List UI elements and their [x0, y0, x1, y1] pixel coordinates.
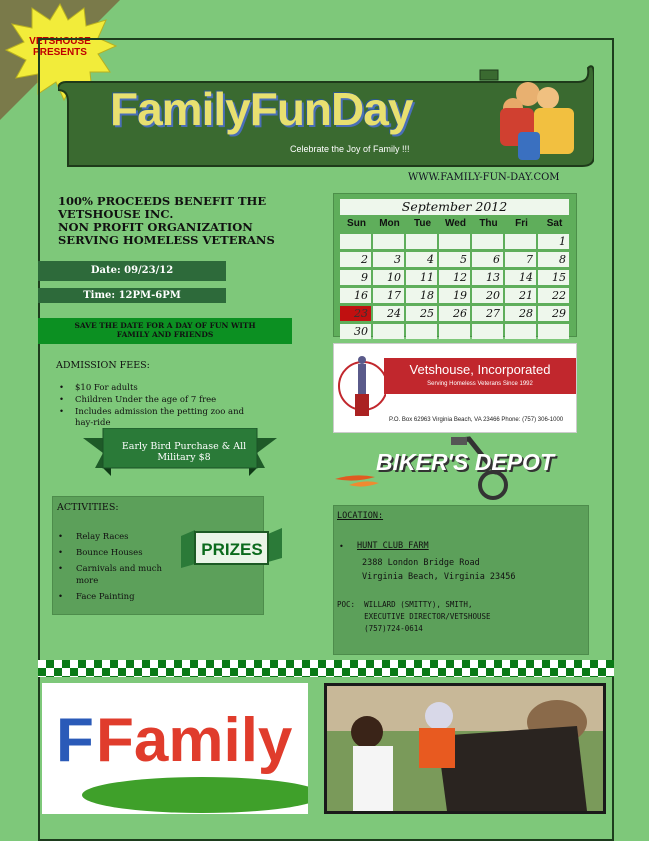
calendar-day-cell: 8	[538, 252, 569, 267]
calendar-weekdays	[340, 218, 571, 229]
petting-zoo-photo	[324, 683, 606, 814]
svg-text:F: F	[56, 706, 94, 775]
calendar-day-cell: 15	[538, 270, 569, 285]
family-word: Family	[96, 706, 293, 775]
calendar-day-cell: 19	[439, 288, 470, 303]
list-item: • $10 For adults	[56, 383, 256, 394]
vetshouse-name: Vetshouse, Incorporated	[409, 362, 551, 377]
family-letters-image	[42, 683, 308, 814]
family-clipart	[42, 683, 308, 814]
bikers-depot-name: BIKER'S DEPOT	[376, 449, 554, 475]
calendar-day-cell	[538, 324, 569, 339]
calendar-day-cell	[505, 234, 536, 249]
calendar-day-cell: 12	[439, 270, 470, 285]
calendar-title: September 2012	[340, 199, 569, 215]
calendar-day-cell: 3	[373, 252, 404, 267]
calendar-day-cell	[439, 234, 470, 249]
tagline: Celebrate the Joy of Family !!!	[290, 144, 410, 154]
prizes-label: PRIZES	[201, 540, 263, 559]
admission-title: ADMISSION FEES:	[56, 360, 150, 371]
list-item: • Carnivals and much more	[56, 563, 178, 587]
calendar-day-cell: 29	[538, 306, 569, 321]
calendar-day-cell: 28	[505, 306, 536, 321]
calendar-day-cell	[406, 324, 437, 339]
proceeds-statement: 100% PROCEEDS BENEFIT THE VETSHOUSE INC. NON PROFIT ORGANIZATION SERVING HOMELESS VETERANS	[58, 194, 275, 247]
website-link[interactable]: WWW.FAMILY-FUN-DAY.COM	[408, 172, 560, 183]
vetshouse-banner	[384, 358, 576, 394]
activities-list	[56, 531, 178, 607]
checkered-divider	[38, 660, 614, 677]
early-bird-price: Early Bird Purchase & All Military $8	[121, 441, 247, 463]
weekday-label: Sat	[546, 218, 563, 229]
calendar-day-cell: 1	[538, 234, 569, 249]
calendar-day-cell: 26	[439, 306, 470, 321]
calendar-day-cell: 13	[472, 270, 503, 285]
calendar-day-cell: 18	[406, 288, 437, 303]
event-day-cell: 23	[340, 306, 371, 321]
calendar	[333, 193, 577, 337]
calendar-day-cell: 4	[406, 252, 437, 267]
event-title: FamilyFunDay	[110, 83, 413, 135]
calendar-day-cell	[373, 324, 404, 339]
weekday-label: Wed	[445, 218, 466, 229]
calendar-day-cell	[406, 234, 437, 249]
calendar-day-cell	[505, 324, 536, 339]
venue-name: HUNT CLUB FARM	[357, 541, 429, 551]
calendar-day-cell: 2	[340, 252, 371, 267]
weekday-label: Fri	[515, 218, 528, 229]
calendar-grid	[340, 234, 569, 339]
calendar-day-cell	[373, 234, 404, 249]
admission-list	[56, 383, 256, 430]
calendar-day-cell: 10	[373, 270, 404, 285]
venue-city: Virginia Beach, Virginia 23456	[362, 572, 516, 582]
location-panel	[333, 505, 589, 655]
calendar-day-cell: 22	[538, 288, 569, 303]
bullet-icon: •	[339, 542, 344, 551]
calendar-day-cell: 20	[472, 288, 503, 303]
badge-text: VETSHOUSE PRESENTS	[29, 36, 91, 58]
list-item: • Face Painting	[56, 591, 178, 603]
activities-title: ACTIVITIES:	[57, 502, 119, 513]
weekday-label: Sun	[347, 218, 366, 229]
calendar-day-cell: 6	[472, 252, 503, 267]
calendar-day-cell: 24	[373, 306, 404, 321]
vetshouse-address: P.O. Box 62963 Virginia Beach, VA 23466 Phone: (757) 306-1000	[389, 417, 564, 423]
event-time: Time: 12PM-6PM	[38, 288, 226, 303]
children-pony-photo	[327, 686, 603, 811]
calendar-day-cell: 16	[340, 288, 371, 303]
calendar-day-cell: 5	[439, 252, 470, 267]
calendar-day-cell	[472, 234, 503, 249]
calendar-day-cell: 25	[406, 306, 437, 321]
event-date: Date: 09/23/12	[38, 261, 226, 281]
list-item: • Relay Races	[56, 531, 178, 543]
venue-street: 2388 London Bridge Road	[362, 558, 480, 568]
vetshouse-logo	[333, 343, 577, 433]
calendar-day-cell: 9	[340, 270, 371, 285]
vetshouse-subtitle: Serving Homeless Veterans Since 1992	[427, 381, 533, 387]
soldier-emblem-icon	[336, 344, 386, 434]
save-the-date-banner: SAVE THE DATE FOR A DAY OF FUN WITH FAMILY AND FRIENDS	[38, 318, 292, 344]
calendar-day-cell	[472, 324, 503, 339]
calendar-day-cell	[439, 324, 470, 339]
list-item: • Bounce Houses	[56, 547, 178, 559]
weekday-label: Tue	[413, 218, 432, 229]
location-title: LOCATION:	[337, 511, 384, 521]
list-item: • Includes admission the petting zoo and hay-ride	[56, 407, 256, 429]
calendar-day-cell: 21	[505, 288, 536, 303]
calendar-day-cell	[340, 234, 371, 249]
calendar-day-cell: 14	[505, 270, 536, 285]
calendar-day-cell: 17	[373, 288, 404, 303]
calendar-day-cell: 7	[505, 252, 536, 267]
point-of-contact: POC: WILLARD (SMITTY), SMITH, EXECUTIVE DIRECTOR/VETSHOUSE (757)724-0614	[337, 600, 491, 633]
weekday-label: Mon	[379, 218, 400, 229]
calendar-day-cell: 11	[406, 270, 437, 285]
calendar-day-cell: 30	[340, 324, 371, 339]
weekday-label: Thu	[479, 218, 498, 229]
calendar-day-cell: 27	[472, 306, 503, 321]
list-item: • Children Under the age of 7 free	[56, 395, 256, 406]
